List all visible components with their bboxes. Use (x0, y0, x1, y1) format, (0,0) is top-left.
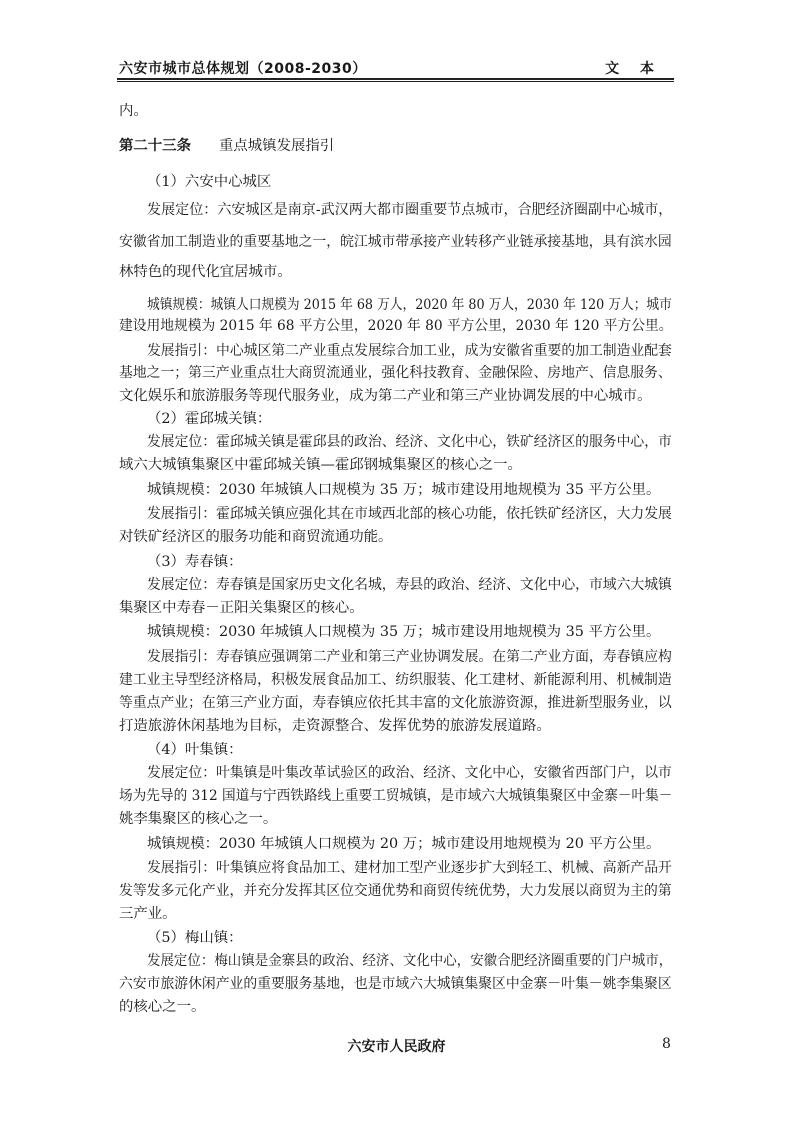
article-heading (119, 137, 672, 155)
body-line: 城镇规模：2030 年城镇人口规模为 35 万；城市建设用地规模为 35 平方公里。 (147, 624, 661, 640)
body-line: 发展定位：寿春镇是国家历史文化名城，寿县的政治、经济、文化中心，市域六大城镇 (147, 577, 672, 593)
body-line: 三产业。 (119, 906, 177, 922)
body-line: 发展定位：霍邱城关镇是霍邱县的政治、经济、文化中心，铁矿经济区的服务中心，市 (147, 434, 672, 450)
body-line: 场为先导的 312 国道与宁西铁路线上重要工贸城镇，是市域六大城镇集聚区中金寨－叶集－ (119, 788, 673, 804)
section-heading: （4）叶集镇： (147, 742, 243, 758)
body-line: 打造旅游休闲基地为目标，走资源整合、发挥优势的旅游发展道路。 (119, 718, 551, 734)
body-line: 发展指引：中心城区第二产业重点发展综合加工业，成为安徽省重要的加工制造业配套 (147, 343, 672, 359)
footer-issuer: 六安市人民政府 (347, 1039, 446, 1055)
running-header (119, 58, 672, 76)
article-title: 重点城镇发展指引 (219, 138, 335, 154)
body-line: 发展定位：叶集镇是叶集改革试验区的政治、经济、文化中心，安徽省西部门户，以市 (147, 765, 672, 781)
section-heading: （3）寿春镇： (147, 554, 243, 570)
header-rule-thin (117, 81, 674, 82)
body-line: 发展定位：六安城区是南京-武汉两大都市圈重要节点城市，合肥经济圈副中心城市， (147, 202, 673, 218)
body-line: 发展指引：寿春镇应强调第二产业和第三产业协调发展。在第二产业方面，寿春镇应构 (147, 649, 672, 665)
body-line: 林特色的现代化宜居城市。 (119, 264, 292, 280)
header-doc-type: 文 本 (605, 61, 662, 77)
body-line: 城镇规模：城镇人口规模为 2015 年 68 万人，2020 年 80 万人，2030 年 120 万人；城市 (147, 297, 672, 313)
body-line: 发展指引：霍邱城关镇应强化其在市域西北部的核心功能，依托铁矿经济区，大力发展 (147, 506, 672, 522)
body-line: 城镇规模：2030 年城镇人口规模为 35 万；城市建设用地规模为 35 平方公里。 (147, 482, 661, 498)
body-line: 发展定位：梅山镇是金寨县的政治、经济、文化中心，安徽合肥经济圈重要的门户城市， (147, 953, 673, 969)
section-heading: （2）霍邱城关镇： (147, 411, 272, 427)
header-title: 六安市城市总体规划（2008-2030） (119, 61, 367, 77)
body-line: 姚李集聚区的核心之一。 (119, 811, 278, 827)
section-heading: （5）梅山镇： (147, 930, 243, 946)
body-line: 建工业主导型经济格局，积极发展食品加工、纺织服装、化工建材、新能源利用、机械制造 (119, 672, 672, 688)
body-line: 集聚区中寿春－正阳关集聚区的核心。 (119, 600, 364, 616)
header-rule-thick (117, 78, 674, 80)
body-line: 对铁矿经济区的服务功能和商贸流通功能。 (119, 529, 393, 545)
body-line: 安徽省加工制造业的重要基地之一，皖江城市带承接产业转移产业链承接基地，具有滨水园 (119, 234, 672, 250)
body-line: 建设用地规模为 2015 年 68 平方公里，2020 年 80 平方公里，2030 年 120 平方公里。 (119, 318, 673, 334)
body-line: 六安市旅游休闲产业的重要服务基地，也是市域六大城镇集聚区中金寨－叶集－姚李集聚区 (119, 976, 672, 992)
page-number: 8 (662, 1036, 671, 1052)
body-line: 文化娱乐和旅游服务等现代服务业，成为第二产业和第三产业协调发展的中心城市。 (119, 388, 652, 404)
body-line: 域六大城镇集聚区中霍邱城关镇—霍邱钢城集聚区的核心之一。 (119, 457, 522, 473)
body-line: 发展指引：叶集镇应将食品加工、建材加工型产业逐步扩大到轻工、机械、高新产品开 (147, 860, 672, 876)
article-number: 第二十三条 (119, 138, 191, 154)
body-line: 等重点产业；在第三产业方面，寿春镇应依托其丰富的文化旅游资源，推进新型服务业，以 (119, 695, 672, 711)
body-line: 城镇规模：2030 年城镇人口规模为 20 万；城市建设用地规模为 20 平方公里。 (147, 836, 661, 852)
body-line: 内。 (119, 103, 148, 119)
section-heading: （1）六安中心城区 (147, 174, 272, 190)
body-line: 基地之一；第三产业重点壮大商贸流通业，强化科技教育、金融保险、房地产、信息服务、 (119, 365, 672, 381)
body-line: 的核心之一。 (119, 999, 206, 1015)
body-line: 发等发多元化产业，并充分发挥其区位交通优势和商贸传统优势，大力发展以商贸为主的第 (119, 883, 672, 899)
